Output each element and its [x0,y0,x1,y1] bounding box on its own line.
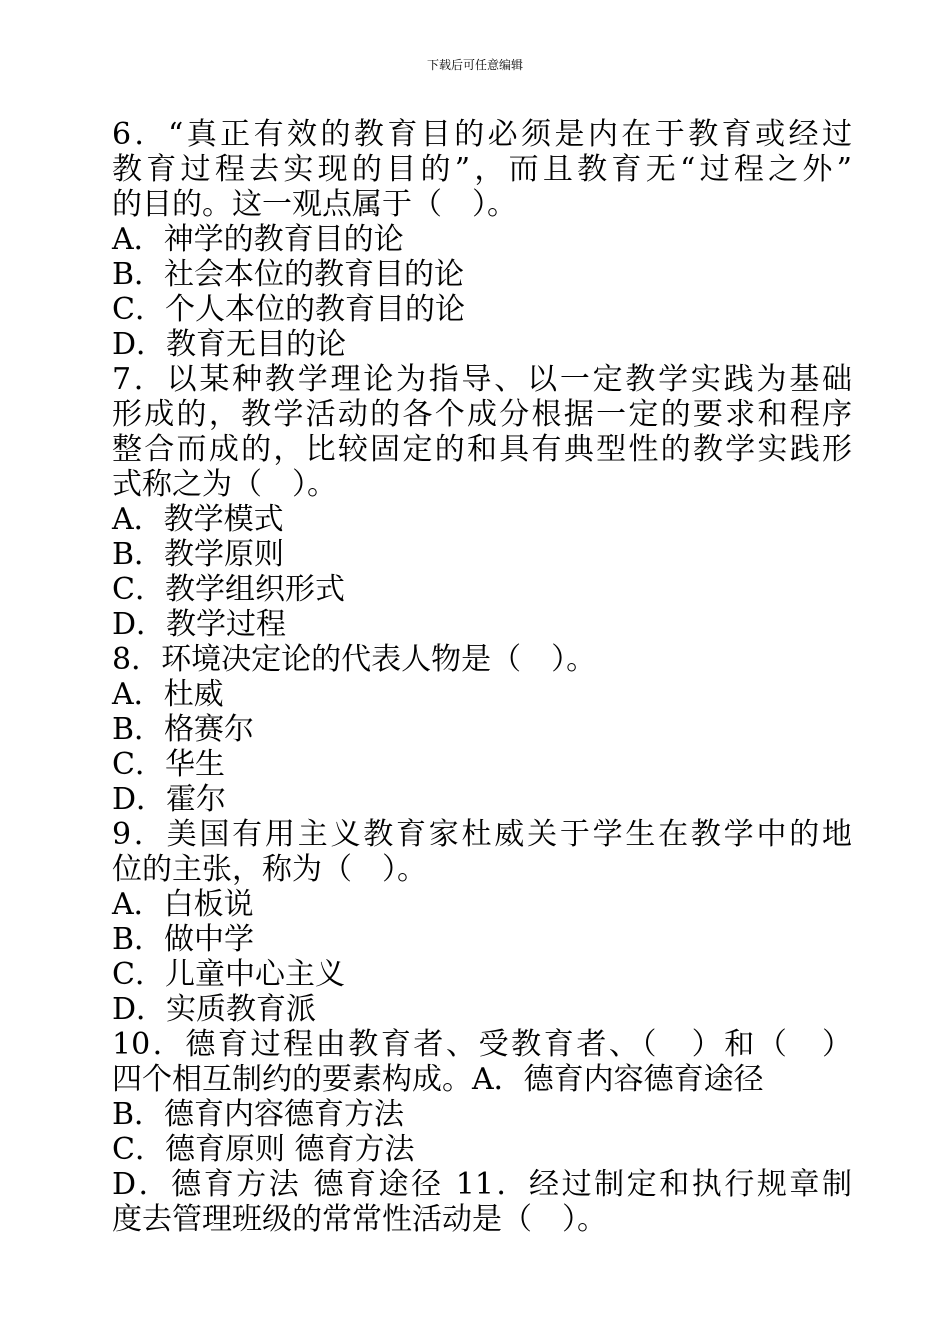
page-header: 下载后可任意编辑 [426,58,523,72]
text-line: B．做中学 [112,922,255,957]
text-line: 位的主张，称为（ ）。 [112,852,427,887]
text-line: C．华生 [112,747,225,782]
document-body [112,117,852,1237]
text-line: C．儿童中心主义 [112,957,345,992]
text-line: C．个人本位的教育目的论 [112,292,465,327]
text-line: B．德育内容德育方法 [112,1097,405,1132]
text-line: B．格赛尔 [112,712,255,747]
text-line: A．教学模式 [112,502,284,537]
text-line: A．白板说 [112,887,254,922]
text-line: 9．美国有用主义教育家杜威关于学生在教学中的地 [112,817,852,852]
text-line: C．德育原则 德育方法 [112,1132,415,1167]
text-line: D．教育无目的论 [112,327,347,362]
text-line: 四个相互制约的要素构成。A．德育内容德育途径 [112,1062,764,1097]
text-line: D．霍尔 [112,782,227,817]
text-line: D．教学过程 [112,607,287,642]
text-line: D．实质教育派 [112,992,317,1027]
text-line: 形成的，教学活动的各个成分根据一定的要求和程序 [112,397,852,432]
text-line: 教育过程去实现的目的”，而且教育无“过程之外” [112,152,852,187]
text-line: B．教学原则 [112,537,285,572]
text-line: 的目的。这一观点属于（ ）。 [112,187,517,222]
text-line: 6．“真正有效的教育目的必须是内在于教育或经过 [112,117,852,152]
text-line: 式称之为（ ）。 [112,467,337,502]
text-line: B．社会本位的教育目的论 [112,257,465,292]
text-line: 7．以某种教学理论为指导、以一定教学实践为基础 [112,362,852,397]
text-line: 10．德育过程由教育者、受教育者、（ ）和（ ） [112,1027,852,1062]
text-line: A．神学的教育目的论 [112,222,404,257]
text-line: 度去管理班级的常常性活动是（ ）。 [112,1202,607,1237]
text-line: A．杜威 [112,677,224,712]
text-line: D．德育方法 德育途径 11．经过制定和执行规章制 [112,1167,852,1202]
text-line: 整合而成的，比较固定的和具有典型性的教学实践形 [112,432,852,467]
text-line: 8．环境决定论的代表人物是（ ）。 [112,642,597,677]
text-line: C．教学组织形式 [112,572,345,607]
